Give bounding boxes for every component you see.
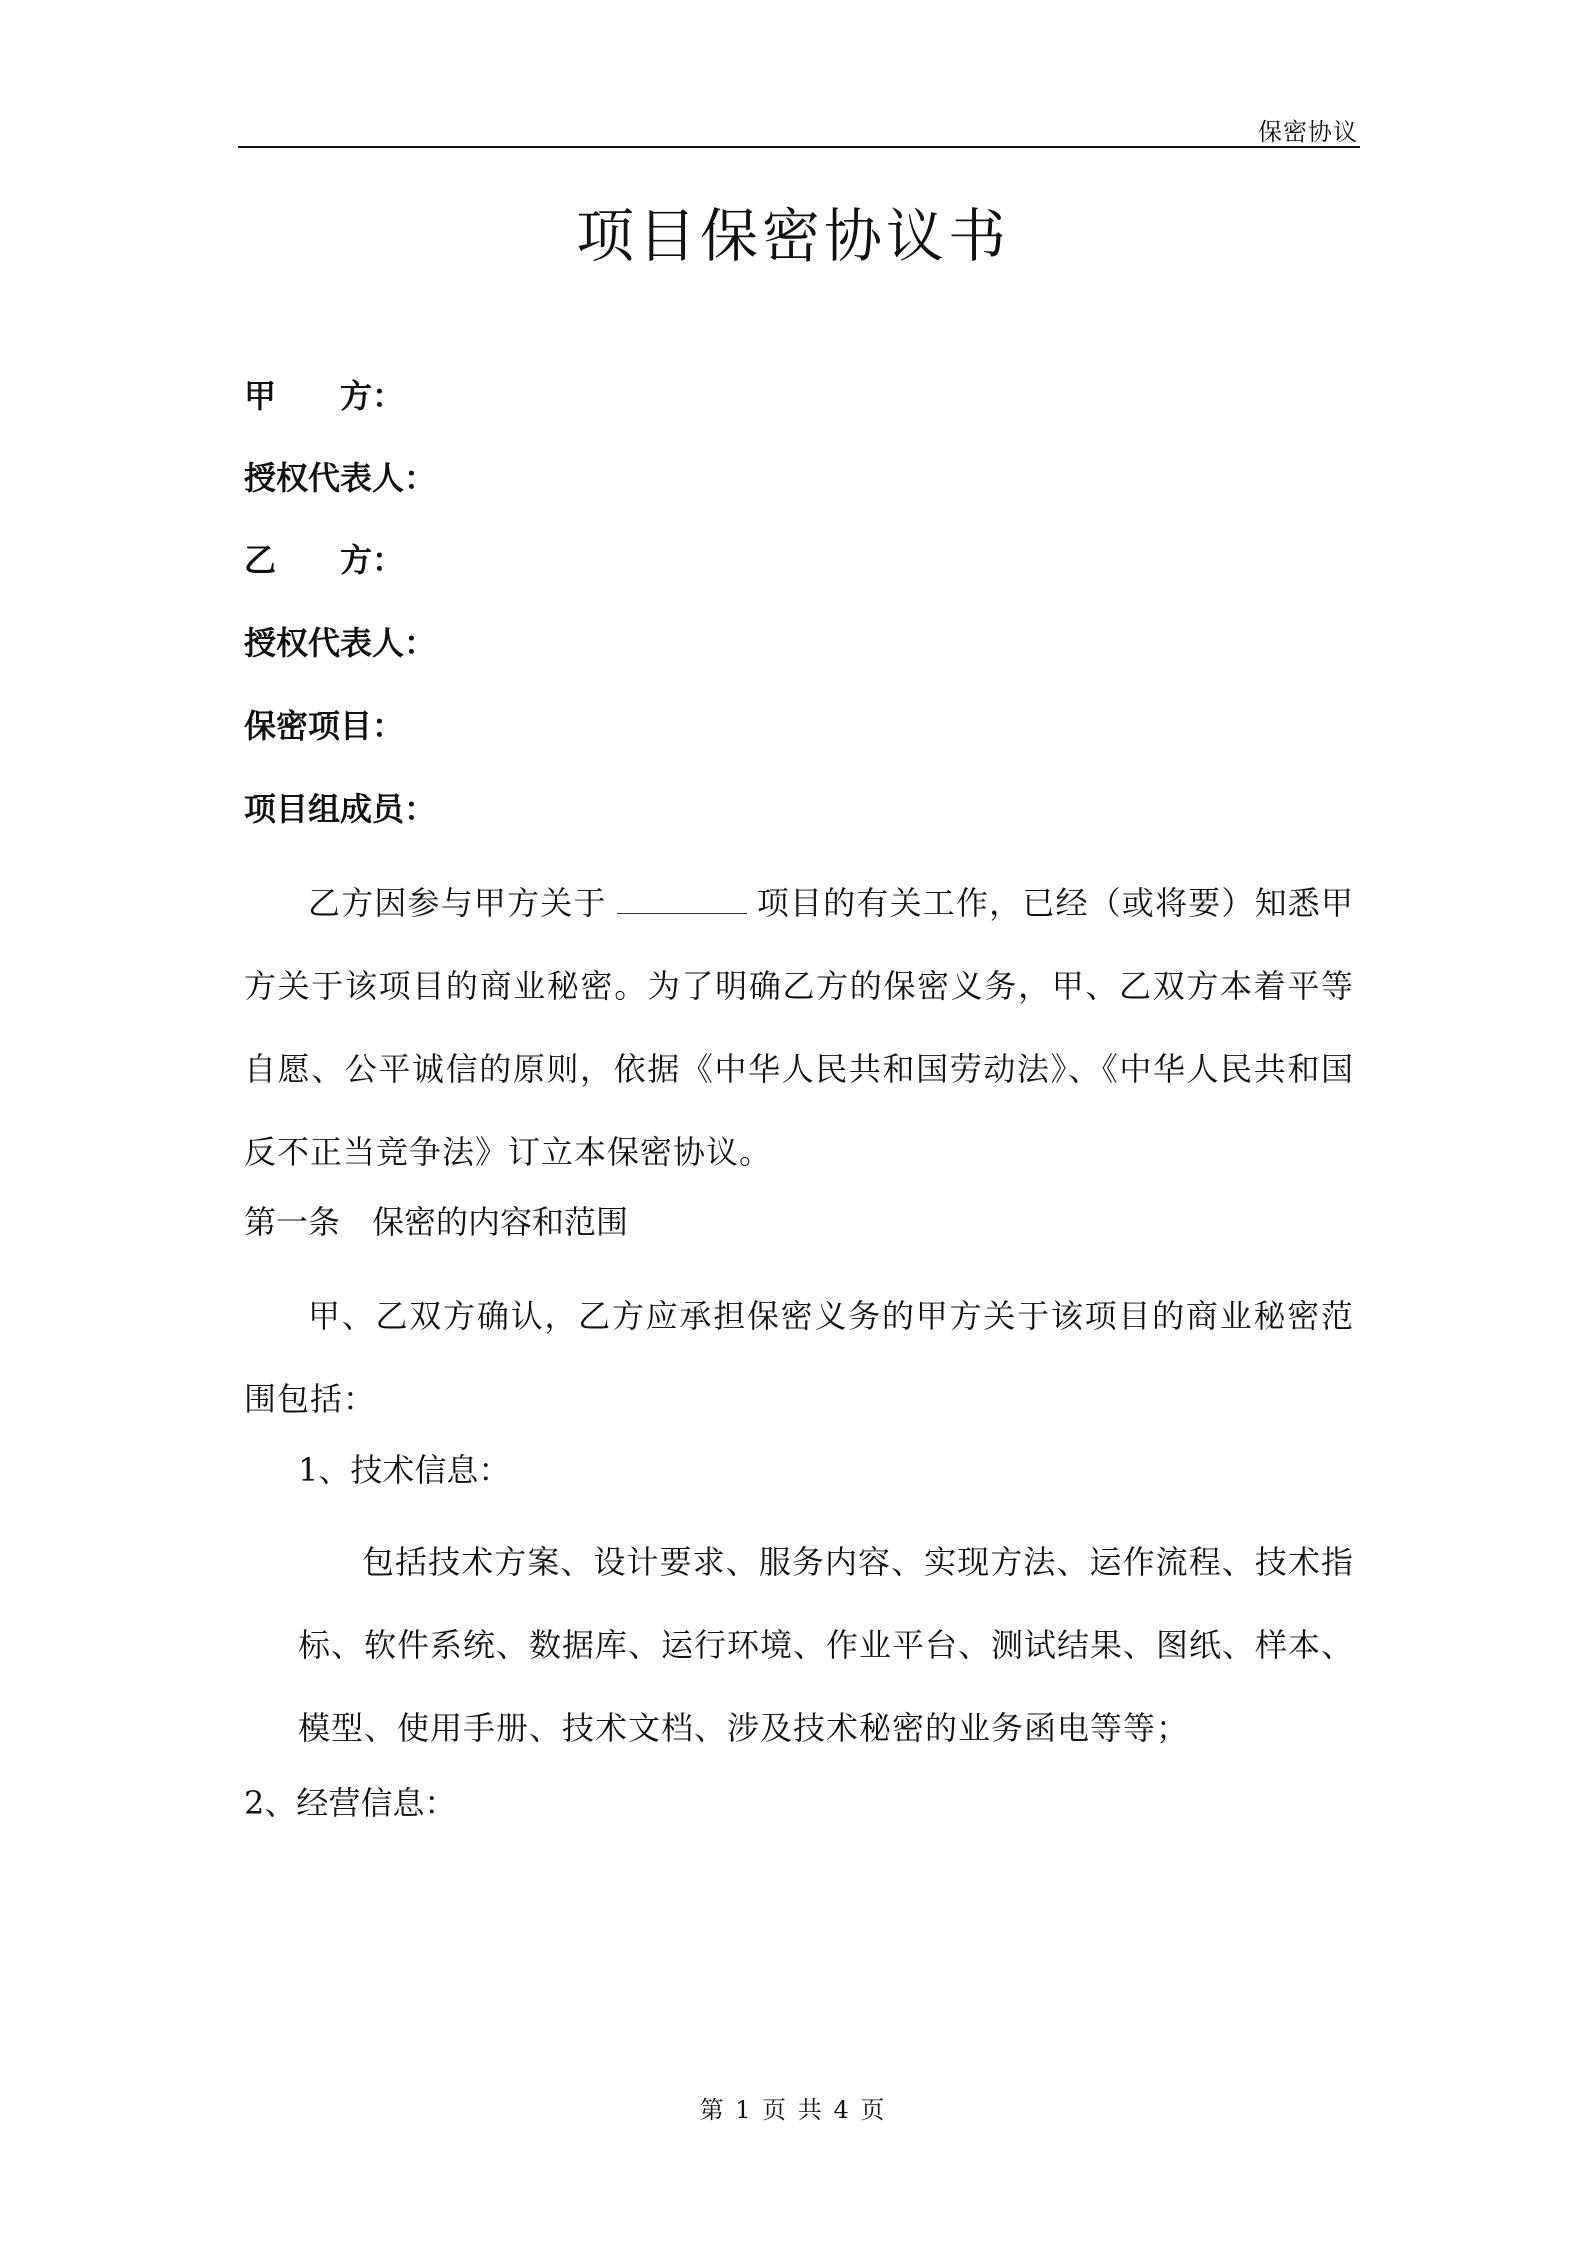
field-party-b-representative: 授权代表人： bbox=[244, 624, 437, 662]
document-title: 项目保密协议书 bbox=[575, 202, 1010, 270]
field-confidential-project: 保密项目： bbox=[244, 707, 405, 745]
field-party-a-representative: 授权代表人： bbox=[244, 459, 437, 497]
item-2-title: 2、经营信息： bbox=[244, 1784, 457, 1822]
field-party-a: 甲 方： bbox=[244, 377, 405, 415]
running-header: 保密协议 bbox=[1258, 118, 1358, 146]
field-party-b: 乙 方： bbox=[244, 541, 405, 579]
header-divider bbox=[238, 146, 1360, 148]
project-name-blank bbox=[617, 883, 747, 914]
page-number: 第 1 页 共 4 页 bbox=[699, 2096, 887, 2124]
article-1-paragraph: 甲、乙双方确认，乙方应承担保密义务的甲方关于该项目的商业秘密范围包括： bbox=[244, 1297, 1354, 1418]
item-1-title: 1、技术信息： bbox=[298, 1451, 511, 1489]
item-1-body: 包括技术方案、设计要求、服务内容、实现方法、运作流程、技术指标、软件系统、数据库、运行环境、作业平台、测试结果、图纸、样本、模型、使用手册、技术文档、涉及技术秘密的业务函电等等； bbox=[298, 1543, 1355, 1747]
intro-text-before: 乙方因参与甲方关于 bbox=[308, 884, 607, 922]
article-1-heading: 第一条 保密的内容和范围 bbox=[244, 1203, 629, 1241]
field-project-members: 项目组成员： bbox=[244, 790, 437, 828]
intro-paragraph bbox=[244, 862, 1354, 1194]
intro-text-after: 项目的有关工作，已经（或将要）知悉甲方关于该项目的商业秘密。为了明确乙方的保密义务，甲、乙双方本着平等自愿、公平诚信的原则，依据《中华人民共和国劳动法》、《中华人民共和国反不正当竞争法》订立本保密协议。 bbox=[244, 884, 1354, 1171]
